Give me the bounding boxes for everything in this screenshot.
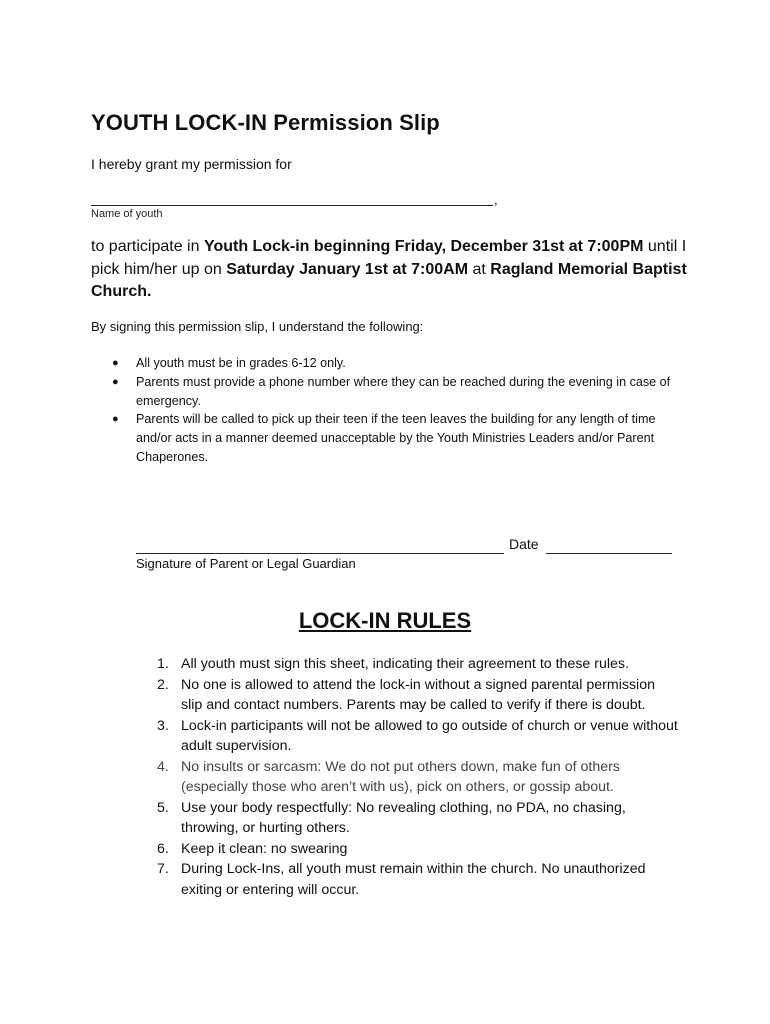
list-item: ● Parents will be called to pick up their teen if the teen leaves the building for any length of time and/or acts in a manner deemed unacceptable by the Youth Ministries Leaders and/or Parent Chaperones. xyxy=(112,412,656,464)
rule-number: 5. xyxy=(157,799,169,816)
participate-text-2: until I pick him/her up on xyxy=(91,238,687,278)
bullet-icon: ● xyxy=(112,357,119,369)
participation-statement xyxy=(91,236,691,304)
rule-number: 6. xyxy=(157,840,169,857)
rule-item xyxy=(150,654,680,675)
rule-item xyxy=(150,675,680,716)
rule-number: 4. xyxy=(157,758,169,775)
rule-number: 2. xyxy=(157,676,169,693)
youth-name-comma: , xyxy=(494,192,498,207)
rule-item xyxy=(150,859,680,900)
date-label: Date xyxy=(509,536,539,552)
document-title: YOUTH LOCK-IN Permission Slip xyxy=(91,110,440,135)
rule-text: During Lock-Ins, all youth must remain within the church. No unauthorized exiting or entering will occur. xyxy=(181,861,646,898)
rule-text: Lock-in participants will not be allowed to go outside of church or venue without adult supervision. xyxy=(181,717,678,754)
pickup-time: Saturday January 1st at 7:00AM xyxy=(226,260,469,278)
rule-text: All youth must sign this sheet, indicating their agreement to these rules. xyxy=(181,656,629,672)
conditions-list xyxy=(91,354,691,467)
event-name: Youth Lock-in beginning Friday, December 31st at 7:00PM xyxy=(203,238,644,255)
rule-number: 1. xyxy=(157,656,169,672)
grant-permission-text: I hereby grant my permission for xyxy=(91,156,292,172)
rule-item xyxy=(150,839,680,860)
understanding-intro: By signing this permission slip, I understand the following: xyxy=(91,319,424,334)
date-field[interactable] xyxy=(546,537,672,554)
venue-name: Ragland Memorial Baptist Church. xyxy=(91,260,687,300)
participate-text-1: to participate in xyxy=(91,238,204,255)
signature-caption: Signature of Parent or Legal Guardian xyxy=(136,556,356,571)
rule-text: No one is allowed to attend the lock-in without a signed parental permission slip and contact numbers. Parents may be called to verify if there is doubt. xyxy=(181,676,655,713)
rule-number: 3. xyxy=(157,717,169,734)
rule-number: 7. xyxy=(157,861,169,877)
rule-item xyxy=(150,757,680,798)
rule-item xyxy=(150,798,680,839)
rule-text: Use your body respectfully: No revealing clothing, no PDA, no chasing, throwing, or hurting others. xyxy=(181,799,626,836)
bullet-icon: ● xyxy=(112,375,119,388)
rules-heading: LOCK-IN RULES xyxy=(298,608,472,633)
list-item: ● Parents must provide a phone number where they can be reached during the evening in case of emergency. xyxy=(112,374,671,408)
rule-item xyxy=(150,716,680,757)
participate-text-3: at xyxy=(468,260,491,278)
rule-text: No insults or sarcasm: We do not put others down, make fun of others (especially those who aren’t with us), pick on others, or gossip about. xyxy=(181,758,620,795)
list-item: ● All youth must be in grades 6-12 only. xyxy=(91,354,691,373)
bullet-icon: ● xyxy=(112,413,119,426)
rule-text: Keep it clean: no swearing xyxy=(181,840,348,857)
youth-name-caption: Name of youth xyxy=(91,208,163,220)
youth-name-field[interactable] xyxy=(91,191,493,206)
rules-list xyxy=(150,654,680,900)
signature-field[interactable] xyxy=(136,537,504,554)
